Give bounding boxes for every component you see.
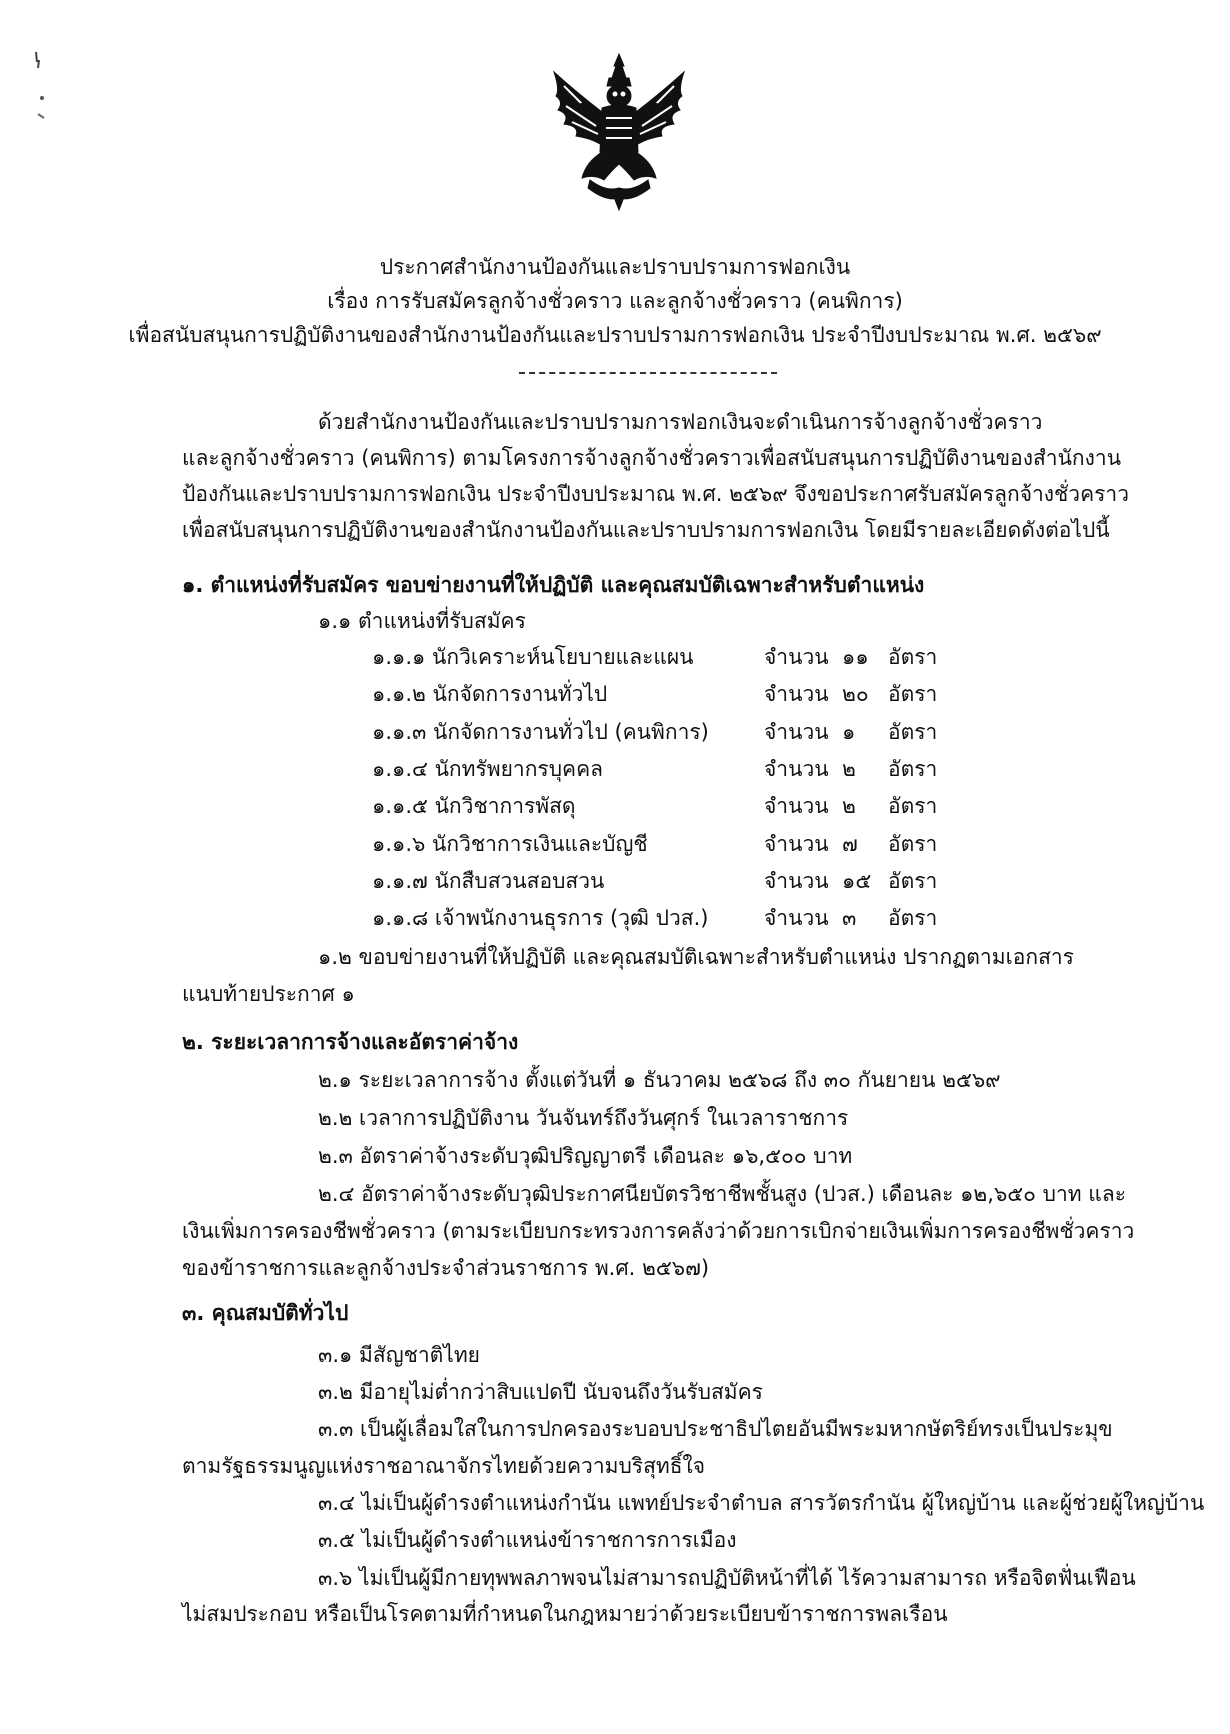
section-2-4-line-1: ๒.๔ อัตราค่าจ้างระดับวุฒิประกาศนียบัตรวิชาชีพชั้นสูง (ปวส.) เดือนละ ๑๒,๖๕๐ บาท และ xyxy=(318,1182,1126,1206)
section-2-heading: ๒. ระยะเวลาการจ้างและอัตราค่าจ้าง xyxy=(182,1030,519,1054)
announcement-title: ประกาศสำนักงานป้องกันและปราบปรามการฟอกเงิน xyxy=(379,255,851,279)
section-3-3-line-2: ตามรัฐธรรมนูญแห่งราชอาณาจักรไทยด้วยความบริสุทธิ์ใจ xyxy=(182,1454,706,1478)
section-3-1: ๓.๑ มีสัญชาติไทย xyxy=(318,1343,480,1367)
position-qty: ๓ xyxy=(842,906,857,930)
position-count-label: จำนวน xyxy=(764,832,829,856)
position-unit: อัตรา xyxy=(888,906,938,930)
position-row xyxy=(0,902,1230,934)
position-label: ๑.๑.๓ นักจัดการงานทั่วไป (คนพิการ) xyxy=(372,720,709,744)
section-3-2: ๓.๒ มีอายุไม่ต่ำกว่าสิบแปดปี นับจนถึงวันรับสมัคร xyxy=(318,1380,763,1404)
position-qty: ๑๑ xyxy=(842,645,869,669)
position-label: ๑.๑.๔ นักทรัพยากรบุคคล xyxy=(372,757,603,781)
position-qty: ๒ xyxy=(842,794,856,818)
position-unit: อัตรา xyxy=(888,869,938,893)
position-qty: ๑ xyxy=(842,720,856,744)
section-3-6-line-1: ๓.๖ ไม่เป็นผู้มีกายทุพพลภาพจนไม่สามารถปฏิบัติหน้าที่ได้ ไร้ความสามารถ หรือจิตฟั่นเฟือน xyxy=(318,1566,1136,1590)
position-qty: ๗ xyxy=(842,832,858,856)
position-label: ๑.๑.๕ นักวิชาการพัสดุ xyxy=(372,794,576,818)
intro-line-2: และลูกจ้างชั่วคราว (คนพิการ) ตามโครงการจ้างลูกจ้างชั่วคราวเพื่อสนับสนุนการปฏิบัติงานของสำนักงาน xyxy=(182,446,1122,470)
section-3-4: ๓.๔ ไม่เป็นผู้ดำรงตำแหน่งกำนัน แพทย์ประจำตำบล สารวัตรกำนัน ผู้ใหญ่บ้าน และผู้ช่วยผู้ใหญ่บ้าน xyxy=(318,1491,1205,1515)
section-1-2-line-2: แนบท้ายประกาศ ๑ xyxy=(182,982,355,1006)
section-3-5: ๓.๕ ไม่เป็นผู้ดำรงตำแหน่งข้าราชการการเมือง xyxy=(318,1528,737,1552)
position-unit: อัตรา xyxy=(888,794,938,818)
position-unit: อัตรา xyxy=(888,682,938,706)
position-count-label: จำนวน xyxy=(764,720,829,744)
section-2-4-line-3: ของข้าราชการและลูกจ้างประจำส่วนราชการ พ.ศ. ๒๕๖๗) xyxy=(182,1256,710,1280)
position-unit: อัตรา xyxy=(888,645,938,669)
position-label: ๑.๑.๑ นักวิเคราะห์นโยบายและแผน xyxy=(372,645,694,669)
position-count-label: จำนวน xyxy=(764,869,829,893)
announcement-purpose: เพื่อสนับสนุนการปฏิบัติงานของสำนักงานป้องกันและปราบปรามการฟอกเงิน ประจำปีงบประมาณ พ.ศ. ๒๕๖๙ xyxy=(128,323,1102,347)
position-count-label: จำนวน xyxy=(764,682,829,706)
position-row xyxy=(0,716,1230,748)
scan-specks xyxy=(30,48,60,128)
position-label: ๑.๑.๘ เจ้าพนักงานธุรการ (วุฒิ ปวส.) xyxy=(372,906,709,930)
garuda-emblem xyxy=(546,52,692,212)
section-2-1: ๒.๑ ระยะเวลาการจ้าง ตั้งแต่วันที่ ๑ ธันวาคม ๒๕๖๘ ถึง ๓๐ กันยายน ๒๕๖๙ xyxy=(318,1068,1001,1092)
position-count-label: จำนวน xyxy=(764,645,829,669)
position-row xyxy=(0,828,1230,860)
position-qty: ๑๕ xyxy=(842,869,872,893)
position-unit: อัตรา xyxy=(888,720,938,744)
section-2-4-line-2: เงินเพิ่มการครองชีพชั่วคราว (ตามระเบียบกระทรวงการคลังว่าด้วยการเบิกจ่ายเงินเพิ่มการครองชีพชั่วคราว xyxy=(182,1219,1135,1243)
position-qty: ๒ xyxy=(842,757,856,781)
section-1-heading: ๑. ตำแหน่งที่รับสมัคร ขอบข่ายงานที่ให้ปฏิบัติ และคุณสมบัติเฉพาะสำหรับตำแหน่ง xyxy=(182,573,925,597)
position-count-label: จำนวน xyxy=(764,906,829,930)
section-1-2-line-1: ๑.๒ ขอบข่ายงานที่ให้ปฏิบัติ และคุณสมบัติเฉพาะสำหรับตำแหน่ง ปรากฏตามเอกสาร xyxy=(318,945,1074,969)
intro-line-3: ป้องกันและปราบปรามการฟอกเงิน ประจำปีงบประมาณ พ.ศ. ๒๕๖๙ จึงขอประกาศรับสมัครลูกจ้างชั่วคราว xyxy=(182,482,1130,506)
intro-line-4: เพื่อสนับสนุนการปฏิบัติงานของสำนักงานป้องกันและปราบปรามการฟอกเงิน โดยมีรายละเอียดดังต่อไปนี้ xyxy=(182,518,1110,542)
position-label: ๑.๑.๒ นักจัดการงานทั่วไป xyxy=(372,682,608,706)
section-2-2: ๒.๒ เวลาการปฏิบัติงาน วันจันทร์ถึงวันศุกร์ ในเวลาราชการ xyxy=(318,1106,849,1130)
position-row xyxy=(0,753,1230,785)
announcement-subject: เรื่อง การรับสมัครลูกจ้างชั่วคราว และลูกจ้างชั่วคราว (คนพิการ) xyxy=(327,289,903,313)
section-3-6-line-2: ไม่สมประกอบ หรือเป็นโรคตามที่กำหนดในกฎหมายว่าด้วยระเบียบข้าราชการพลเรือน xyxy=(182,1602,948,1626)
section-1-1-heading: ๑.๑ ตำแหน่งที่รับสมัคร xyxy=(318,609,526,633)
header-separator xyxy=(519,372,777,374)
position-row xyxy=(0,678,1230,710)
position-count-label: จำนวน xyxy=(764,794,829,818)
position-unit: อัตรา xyxy=(888,832,938,856)
position-qty: ๒๐ xyxy=(842,682,869,706)
position-label: ๑.๑.๖ นักวิชาการเงินและบัญชี xyxy=(372,832,648,856)
position-count-label: จำนวน xyxy=(764,757,829,781)
position-label: ๑.๑.๗ นักสืบสวนสอบสวน xyxy=(372,869,605,893)
section-2-3: ๒.๓ อัตราค่าจ้างระดับวุฒิปริญญาตรี เดือนละ ๑๖,๕๐๐ บาท xyxy=(318,1144,853,1168)
position-row xyxy=(0,865,1230,897)
position-unit: อัตรา xyxy=(888,757,938,781)
section-3-3-line-1: ๓.๓ เป็นผู้เลื่อมใสในการปกครองระบอบประชาธิปไตยอันมีพระมหากษัตริย์ทรงเป็นประมุข xyxy=(318,1417,1113,1441)
intro-line-1: ด้วยสำนักงานป้องกันและปราบปรามการฟอกเงินจะดำเนินการจ้างลูกจ้างชั่วคราว xyxy=(318,410,1043,434)
position-row xyxy=(0,790,1230,822)
section-3-heading: ๓. คุณสมบัติทั่วไป xyxy=(182,1301,349,1325)
position-row xyxy=(0,641,1230,673)
